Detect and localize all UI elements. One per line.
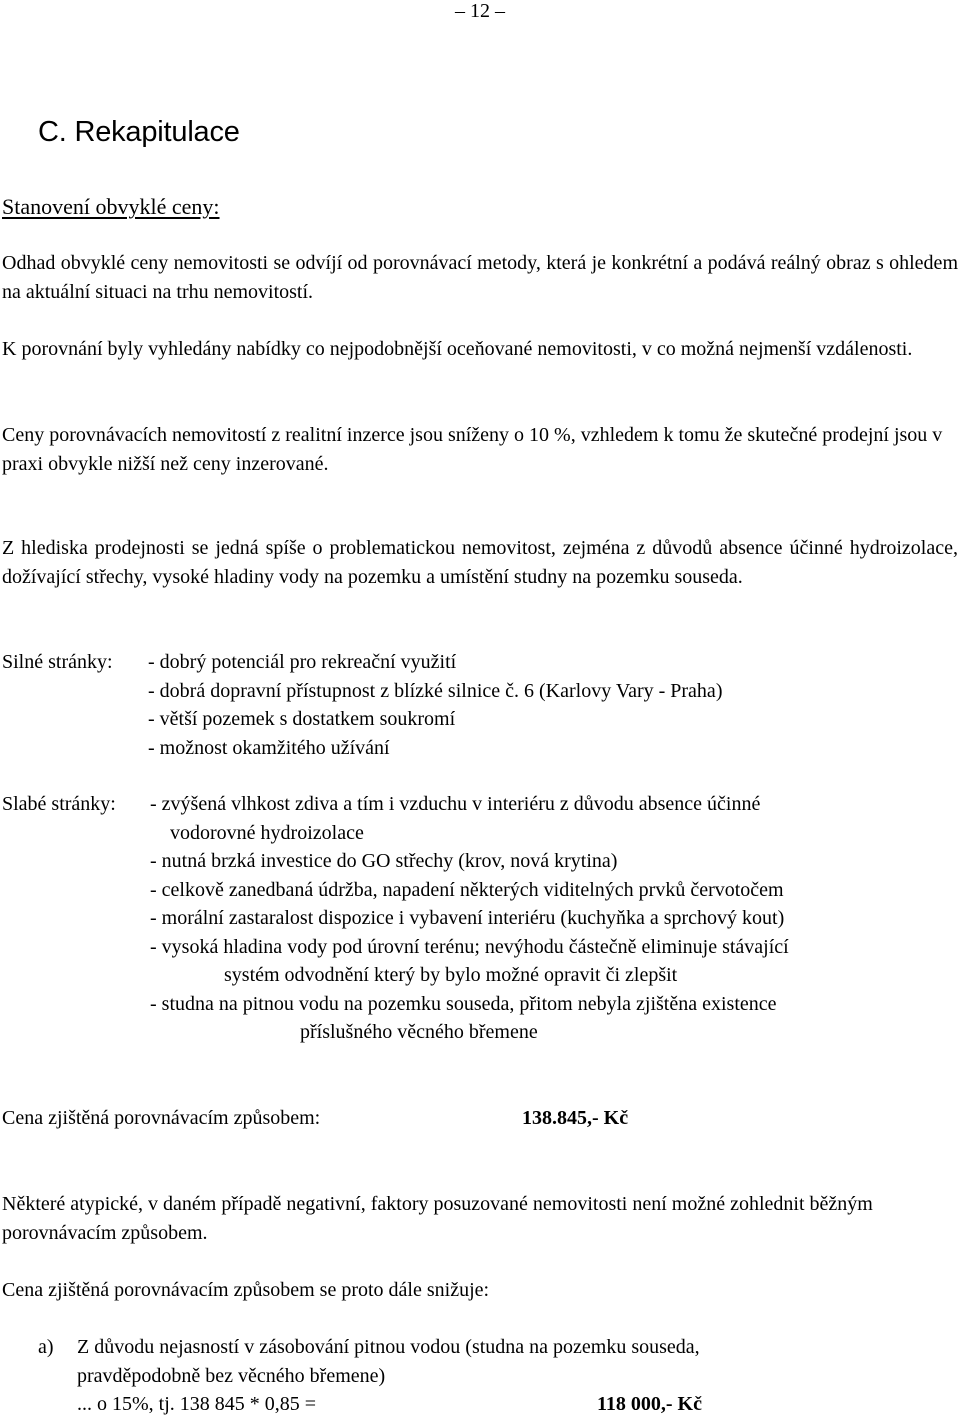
paragraph-comparison: K porovnání byly vyhledány nabídky co nejpodobnější oceňované nemovitosti, v co možná nejmenší vzdálenosti. [2, 338, 913, 360]
weakness-line: příslušného věcného břemene [300, 1021, 538, 1043]
paragraph-further-reduction: Cena zjištěná porovnávacím způsobem se proto dále snižuje: [2, 1279, 490, 1301]
strengths-label: Silné stránky: [2, 651, 113, 673]
strength-item: - dobrý potenciál pro rekreační využití [148, 651, 457, 673]
reduction-marker: a) [38, 1336, 54, 1358]
subheading: Stanovení obvyklé ceny: [2, 194, 220, 219]
page-number: – 12 – [455, 0, 505, 22]
weakness-line: vodorovné hydroizolace [170, 821, 364, 844]
reduction-result: 118 000,- Kč [597, 1393, 702, 1415]
weakness-line: - celkově zanedbaná údržba, napadení některých viditelných prvků červotočem [150, 878, 784, 901]
weakness-line: systém odvodnění který by bylo možné opravit či zlepšit [224, 964, 678, 986]
weakness-line: - vysoká hladina vody pod úrovní terénu; nevýhodu částečně eliminuje stávající [150, 935, 789, 958]
paragraph-saleability: Z hlediska prodejnosti se jedná spíše o problematickou nemovitost, zejména z důvodů absence účinné hydroizolace, dožívající střechy, vysoké hladiny vody na pozemku a umístění studny na pozemku souseda. [2, 537, 958, 588]
weakness-line: - studna na pitnou vodu na pozemku souseda, přitom nebyla zjištěna existence [150, 992, 777, 1015]
reduction-line: pravděpodobně bez věcného břemene) [77, 1364, 386, 1387]
reduction-calculation: ... o 15%, tj. 138 845 * 0,85 = [77, 1393, 317, 1415]
weakness-line: - zvýšená vlhkost zdiva a tím i vzduchu v interiéru z důvodu absence účinné [150, 793, 761, 815]
paragraph-price-reduction: Ceny porovnávacích nemovitostí z realitní inzerce jsou sníženy o 10 %, vzhledem k tomu že skutečné prodejní jsou v praxi obvykle nižší než ceny inzerované. [2, 424, 943, 475]
weakness-line: - nutná brzká investice do GO střechy (krov, nová krytina) [150, 850, 618, 872]
paragraph-atypical-factors: Některé atypické, v daném případě negativní, faktory posuzované nemovitosti není možné zohlednit běžným porovnávacím způsobem. [2, 1193, 873, 1244]
strength-item: - větší pozemek s dostatkem soukromí [148, 708, 456, 730]
price-value: 138.845,- Kč [522, 1107, 629, 1129]
weakness-line: - morální zastaralost dispozice i vybavení interiéru (kuchyňka a sprchový kout) [150, 907, 785, 929]
weaknesses-label: Slabé stránky: [2, 793, 116, 815]
paragraph-method: Odhad obvyklé ceny nemovitosti se odvíjí od porovnávací metody, která je konkrétní a podává reálný obraz s ohledem na aktuální situaci na trhu nemovitostí. [2, 252, 958, 303]
strength-item: - dobrá dopravní přístupnost z blízké silnice č. 6 (Karlovy Vary - Praha) [148, 679, 723, 702]
strength-item: - možnost okamžitého užívání [148, 736, 390, 759]
reduction-line: Z důvodu nejasností v zásobování pitnou vodou (studna na pozemku souseda, [77, 1336, 700, 1358]
price-label: Cena zjištěná porovnávacím způsobem: [2, 1107, 321, 1129]
section-heading: C. Rekapitulace [38, 116, 240, 148]
